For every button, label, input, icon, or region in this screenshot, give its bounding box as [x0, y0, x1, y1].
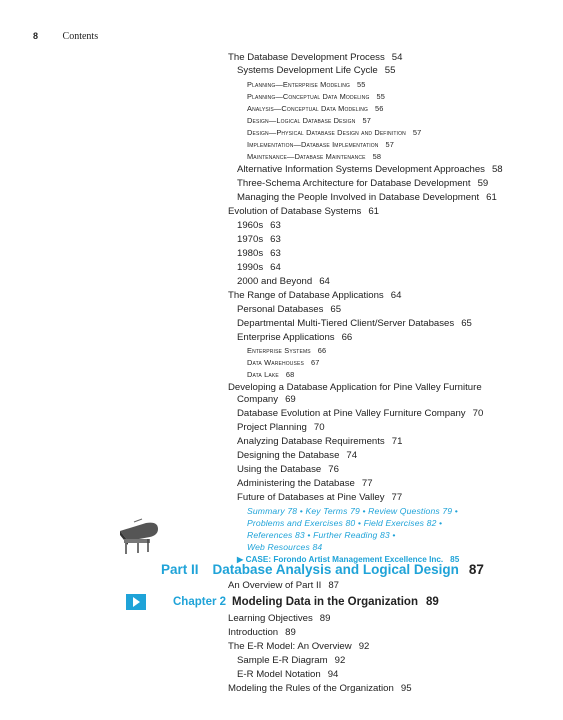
- toc-entry: Departmental Multi-Tiered Client/Server Databases 65: [237, 318, 472, 329]
- toc-entry: 1980s 63: [237, 248, 281, 259]
- toc-entry: Introduction 89: [228, 627, 296, 638]
- chapter-heading: [173, 596, 439, 608]
- toc-entry: 2000 and Beyond 64: [237, 276, 330, 287]
- toc-entry: Designing the Database 74: [237, 450, 358, 461]
- part-heading: [161, 562, 484, 577]
- toc-entry: The Range of Database Applications 64: [228, 290, 402, 301]
- toc-entry: E-R Model Notation 94: [237, 669, 339, 680]
- page-number: 8: [33, 31, 39, 41]
- chapter-title: Modeling Data in the Organization: [232, 596, 418, 608]
- toc-subentry: Analysis—Conceptual Data Modeling 56: [247, 104, 384, 113]
- toc-entry: Evolution of Database Systems 61: [228, 206, 379, 217]
- chapter-label: Chapter 2: [173, 596, 227, 608]
- part-page: 87: [468, 562, 484, 577]
- toc-entry: Managing the People Involved in Database Development 61: [237, 192, 497, 203]
- toc-entry: Developing a Database Application for Pine Valley Furniture: [228, 382, 482, 393]
- toc-subentry: Design—Logical Database Design 57: [247, 116, 371, 125]
- grand-piano-icon: [116, 517, 160, 557]
- toc-entry-continued: Company 69: [237, 394, 296, 405]
- toc-entry: Analyzing Database Requirements 71: [237, 436, 403, 447]
- toc-subentry: Enterprise Systems 66: [247, 346, 327, 355]
- toc-subentry: Maintenance—Database Maintenance 58: [247, 152, 382, 161]
- part-title: Database Analysis and Logical Design: [212, 562, 459, 577]
- toc-subentry: Planning—Enterprise Modeling 55: [247, 80, 366, 89]
- chapter-page: 89: [425, 596, 439, 608]
- toc-entry: Alternative Information Systems Development Approaches 58: [237, 164, 503, 175]
- toc-entry: Administering the Database 77: [237, 478, 373, 489]
- toc-entry: Future of Databases at Pine Valley 77: [237, 492, 403, 503]
- toc-entry: Modeling the Rules of the Organization 95: [228, 683, 412, 694]
- toc-entry: Learning Objectives 89: [228, 613, 331, 624]
- toc-entry: Project Planning 70: [237, 422, 325, 433]
- part-label: Part II: [161, 562, 199, 577]
- toc-entry: The Database Development Process 54: [228, 52, 403, 63]
- toc-entry: 1960s 63: [237, 220, 281, 231]
- toc-entry: Enterprise Applications 66: [237, 332, 353, 343]
- toc-entry: Personal Databases 65: [237, 304, 342, 315]
- summary-line: References 83 • Further Reading 83 •: [247, 530, 396, 540]
- page-header: [33, 31, 98, 42]
- summary-line: Summary 78 • Key Terms 79 • Review Questions 79 •: [247, 506, 458, 516]
- case-entry: ▶ CASE: Forondo Artist Management Excellence Inc. 85: [237, 555, 460, 564]
- toc-entry: Sample E-R Diagram 92: [237, 655, 346, 666]
- running-title: Contents: [62, 31, 99, 42]
- toc-entry: Systems Development Life Cycle 55: [237, 65, 396, 76]
- toc-entry: Database Evolution at Pine Valley Furniture Company 70: [237, 408, 484, 419]
- toc-subentry: Data Lake 68: [247, 370, 295, 379]
- play-arrow-icon: [126, 594, 146, 610]
- summary-line: Problems and Exercises 80 • Field Exercises 82 •: [247, 518, 443, 528]
- toc-entry: 1970s 63: [237, 234, 281, 245]
- summary-line: Web Resources 84: [247, 542, 323, 552]
- toc-entry: The E-R Model: An Overview 92: [228, 641, 370, 652]
- toc-entry: An Overview of Part II 87: [228, 580, 339, 591]
- toc-subentry: Planning—Conceptual Data Modeling 55: [247, 92, 386, 101]
- toc-entry: 1990s 64: [237, 262, 281, 273]
- toc-subentry: Data Warehouses 67: [247, 358, 320, 367]
- toc-subentry: Design—Physical Database Design and Definition 57: [247, 128, 422, 137]
- toc-entry: Three-Schema Architecture for Database Development 59: [237, 178, 489, 189]
- toc-entry: Using the Database 76: [237, 464, 339, 475]
- toc-subentry: Implementation—Database Implementation 57: [247, 140, 395, 149]
